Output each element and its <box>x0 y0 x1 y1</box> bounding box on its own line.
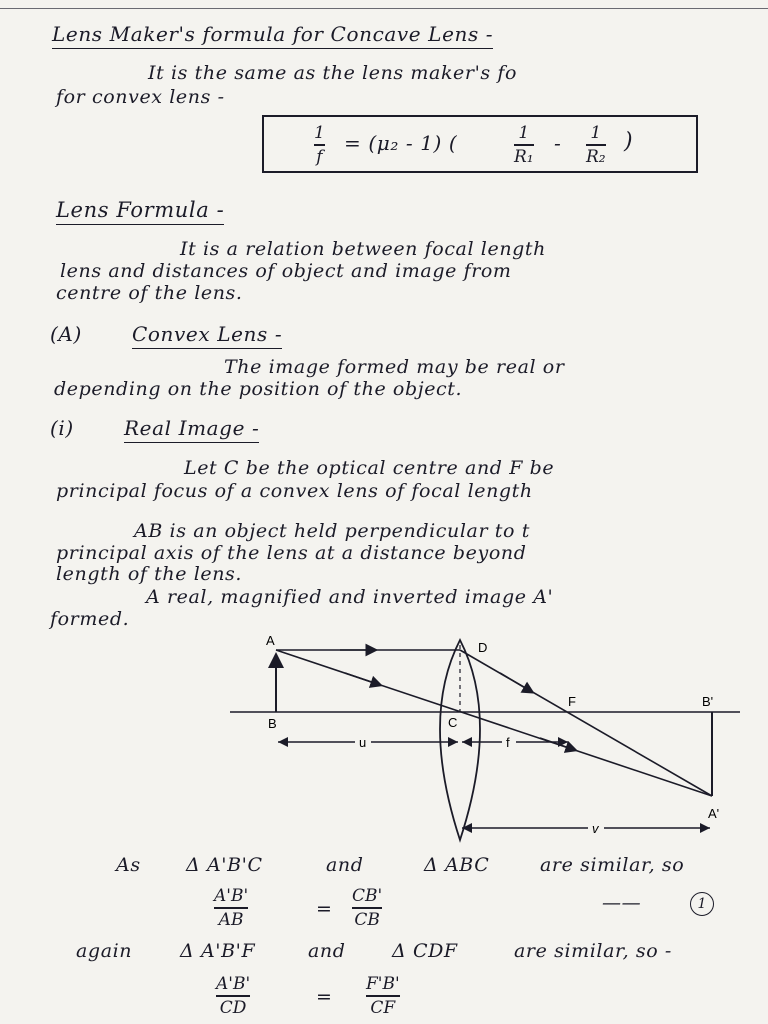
label-A-prime: A' <box>708 806 720 821</box>
label-u: u <box>359 735 367 750</box>
formula-lhs-numerator: 1 <box>314 123 325 143</box>
distance-u-arrowhead <box>278 737 288 747</box>
formula-term2-denominator: R₂ <box>586 146 606 167</box>
similarity-2-tail: are similar, so - <box>514 940 672 962</box>
similarity-2-triangle-1: Δ A'B'F <box>180 940 256 962</box>
similarity-1-triangle-2: Δ ABC <box>424 854 490 876</box>
eq1-equals: = <box>316 898 333 920</box>
heading-real-image-prefix: (i) <box>50 416 74 440</box>
heading-convex-prefix: (A) <box>50 322 82 346</box>
fraction-bar <box>216 995 250 997</box>
lens-formula-line-1: It is a relation between focal length <box>180 238 546 260</box>
heading-real-image: Real Image - <box>124 416 259 443</box>
formula-term1-numerator: 1 <box>518 123 530 143</box>
similarity-1-prefix: As <box>116 854 141 876</box>
ray-arrow <box>540 738 575 750</box>
formula-minus: - <box>554 131 562 155</box>
fraction-bar <box>366 995 400 997</box>
eq1-rhs-denominator: CB <box>354 909 380 930</box>
label-v: v <box>592 821 599 836</box>
real-image-line-5: length of the lens. <box>56 563 243 585</box>
heading-lens-formula: Lens Formula - <box>56 198 224 225</box>
similarity-1-and: and <box>326 854 364 876</box>
ray-A-through-C <box>276 650 712 796</box>
formula-term2-numerator: 1 <box>590 123 602 143</box>
eq1-lhs-fraction <box>214 886 248 930</box>
eq1-dash: —— <box>602 892 642 914</box>
label-A: A <box>266 633 275 648</box>
similarity-1-tail: are similar, so <box>540 854 685 876</box>
eq2-lhs-denominator: CD <box>219 997 247 1018</box>
formula-close-paren: ) <box>624 129 634 154</box>
eq1-lhs-numerator: A'B' <box>214 886 249 906</box>
label-F: F <box>568 694 576 709</box>
real-image-line-7: formed. <box>50 608 130 630</box>
similarity-1-triangle-1: Δ A'B'C <box>186 854 263 876</box>
real-image-line-2: principal focus of a convex lens of focal length <box>56 480 533 502</box>
real-image-line-6: A real, magnified and inverted image A' <box>146 586 554 608</box>
label-B-prime: B' <box>702 694 714 709</box>
ray-arrow <box>500 673 532 692</box>
ray-D-through-F <box>460 650 712 796</box>
formula-lhs-denominator: f <box>316 146 323 167</box>
intro-line-1: It is the same as the lens maker's fo <box>148 62 518 84</box>
eq1-lhs-denominator: AB <box>218 909 244 930</box>
eq2-rhs-numerator: F'B' <box>366 974 400 994</box>
lens-formula-line-3: centre of the lens. <box>56 282 243 304</box>
eq1-rhs-fraction <box>352 886 382 930</box>
formula-term1-denominator: R₁ <box>514 146 534 167</box>
eq2-rhs-denominator: CF <box>370 997 396 1018</box>
eq2-rhs-fraction <box>366 974 400 1018</box>
label-C: C <box>448 715 458 730</box>
label-D: D <box>478 640 488 655</box>
similarity-2-prefix: again <box>76 940 133 962</box>
eq2-lhs-numerator: A'B' <box>216 974 251 994</box>
eq2-lhs-fraction <box>216 974 250 1018</box>
ray-arrow <box>345 673 380 685</box>
convex-line-2: depending on the position of the object. <box>54 378 463 400</box>
fraction-bar <box>214 907 248 909</box>
distance-v-arrowhead <box>700 823 710 833</box>
convex-line-1: The image formed may be real or <box>224 356 565 378</box>
real-image-line-3: AB is an object held perpendicular to t <box>134 520 530 542</box>
equation-number-1: 1 <box>690 892 714 916</box>
similarity-2-and: and <box>308 940 346 962</box>
label-B: B <box>268 716 277 731</box>
similarity-2-triangle-2: Δ CDF <box>392 940 458 962</box>
eq2-equals: = <box>316 986 333 1008</box>
fraction-bar <box>352 907 382 909</box>
label-f: f <box>506 735 510 750</box>
distance-u-arrowhead <box>448 737 458 747</box>
real-image-line-4: principal axis of the lens at a distance beyond <box>56 542 527 564</box>
formula-middle: = (μ₂ - 1) ( <box>344 131 458 155</box>
heading-lens-maker-concave: Lens Maker's formula for Concave Lens - <box>52 22 493 49</box>
distance-f-arrowhead <box>462 737 472 747</box>
heading-convex-lens: Convex Lens - <box>132 322 282 349</box>
lens-formula-line-2: lens and distances of object and image from <box>60 260 512 282</box>
intro-line-2: for convex lens - <box>56 86 225 108</box>
eq1-rhs-numerator: CB' <box>352 886 383 906</box>
real-image-line-1: Let C be the optical centre and F be <box>184 457 555 479</box>
